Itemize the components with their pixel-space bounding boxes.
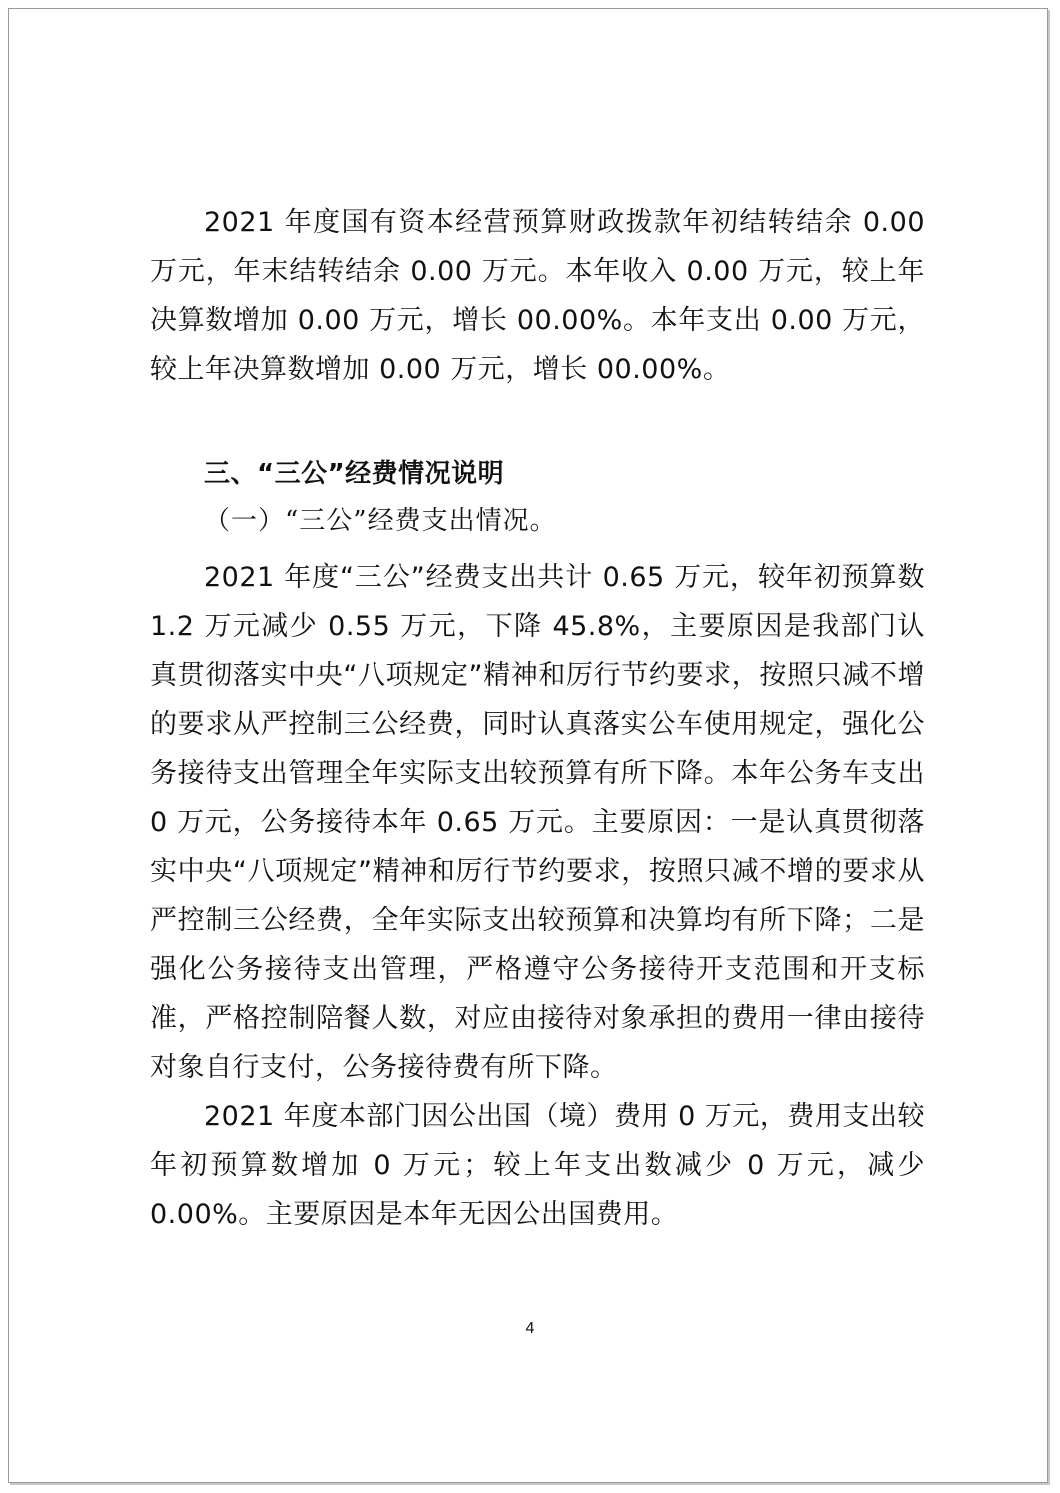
section-heading: 三、“三公”经费情况说明 [204,459,505,489]
paragraph-overseas-travel: 2021 年度本部门因公出国（境）费用 0 万元，费用支出较年初预算数增加 0 万元；较上年支出数减少 0 万元，减少 0.00%。主要原因是本年无因公出国费用。 [150,1101,925,1230]
page-content [150,198,925,1243]
page-number: 4 [525,1320,535,1337]
subsection-heading: （一）“三公”经费支出情况。 [204,506,557,536]
paragraph-three-public-expenses: 2021 年度“三公”经费支出共计 0.65 万元，较年初预算数 1.2 万元减少 0.55 万元，下降 45.8%，主要原因是我部门认真贯彻落实中央“八项规定”精神和厉行节约要求，按照只减不增的要求从严控制三公经费，同时认真落实公车使用规定，强化公务接待支出管理全年实际支出较预算有所下降。本年公务车支出 0 万元，公务接待本年 0.65 万元。主要原因：一是认真贯彻落实中央“八项规定”精神和厉行节约要求，按照只减不增的要求从严控制三公经费，全年实际支出较预算和决算均有所下降；二是强化公务接待支出管理，严格遵守公务接待开支范围和开支标准，严格控制陪餐人数，对应由接待对象承担的费用一律由接待对象自行支付，公务接待费有所下降。 [150,562,925,1083]
paragraph-state-capital-budget: 2021 年度国有资本经营预算财政拨款年初结转结余 0.00 万元，年末结转结余 0.00 万元。本年收入 0.00 万元，较上年决算数增加 0.00 万元，增长 00.00%。本年支出 0.00 万元，较上年决算数增加 0.00 万元，增长 00.00%。 [150,207,925,385]
